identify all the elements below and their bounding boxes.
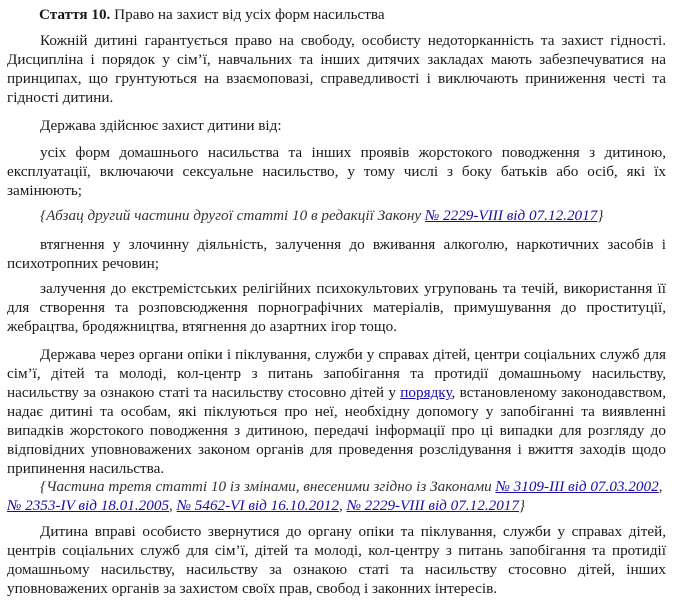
- paragraph-state-protects: Держава здійснює захист дитини від:: [40, 117, 282, 134]
- law-link-5462-vi[interactable]: № 5462-VI від 16.10.2012: [176, 497, 339, 514]
- paragraph-state-assistance: Держава через органи опіки і піклування, служби у справах дітей, центри соціальних служб для сім’ї, дітей та молоді, кол-центр з питань запобігання та протидії домашньому насильству, насильству за ознакою статі та насильству стосовно дітей у порядку, встановленому законодавством, надає дитині та особам, які піклуються про неї, необхідну допомогу у запобіганні та виявленні випадків жорстокого поводження з дитиною, передачі інформації про ці випадки для розгляду до відповідних уповноважених законом органів для проведення розслідування і вжиття заходів щодо припинення насильства.: [7, 346, 666, 477]
- paragraph-child-may-apply: Дитина вправі особисто звернутися до органу опіки та піклування, служби у справах дітей, центрів соціальних служб для сім’ї, дітей та молоді, кол-центру з питань запобігання та протидії домашньому насильству, насильству за ознакою статі та насильству стосовно дітей, інших уповноважених органів за захистом своїх прав, свобод і законних інтересів.: [7, 523, 666, 597]
- law-link-3109-iii[interactable]: № 3109-III від 07.03.2002: [495, 478, 659, 495]
- paragraph-dignity: Кожній дитині гарантується право на свободу, особисту недоторканність та захист гідності. Дисципліна і порядок у сім’ї, навчальних та інших дитячих закладах мають забезпечуватися на принципах, що грунтуються на взаємоповазі, справедливості і виключають приниження честі та гідності дитини.: [7, 32, 666, 106]
- law-link-2229-viii[interactable]: № 2229-VIII від 07.12.2017: [424, 207, 598, 224]
- paragraph-extremist-groups: залучення до екстремістських релігійних психокультових угруповань та течій, використання її для створення та розповсюдження порнографічних матеріалів, примушування до проституції, жебрацтва, бродяжництва, втягнення до азартних ігор тощо.: [7, 280, 666, 335]
- paragraph-criminal-activity: втягнення у злочинну діяльність, залучення до вживання алкоголю, наркотичних засобів і психотропних речовин;: [7, 236, 666, 272]
- editorial-note-1: {Абзац другий частини другої статті 10 в редакції Закону № 2229-VIII від 07.12.2017}: [40, 207, 604, 224]
- paragraph-domestic-violence: усіх форм домашнього насильства та інших проявів жорстокого поводження з дитиною, експлуатації, включаючи сексуальне насильство, у тому числі з боку батьків або осіб, які їх замінюють;: [7, 144, 666, 199]
- editorial-note-2: {Частина третя статті 10 із змінами, внесеними згідно із Законами № 3109-III від 07.03.2002, № 2353-IV від 18.01.2005, № 5462-VI від 16.10.2012, № 2229-VIII від 07.12.2017}: [7, 478, 663, 514]
- law-link-2229-viii-b[interactable]: № 2229-VIII від 07.12.2017: [346, 497, 519, 514]
- article-number: Стаття 10.: [39, 6, 111, 23]
- law-link-2353-iv[interactable]: № 2353-IV від 18.01.2005: [7, 497, 170, 514]
- procedure-link[interactable]: порядку: [400, 384, 452, 401]
- article-title: [39, 5, 385, 24]
- article-heading: Право на захист від усіх форм насильства: [110, 6, 385, 23]
